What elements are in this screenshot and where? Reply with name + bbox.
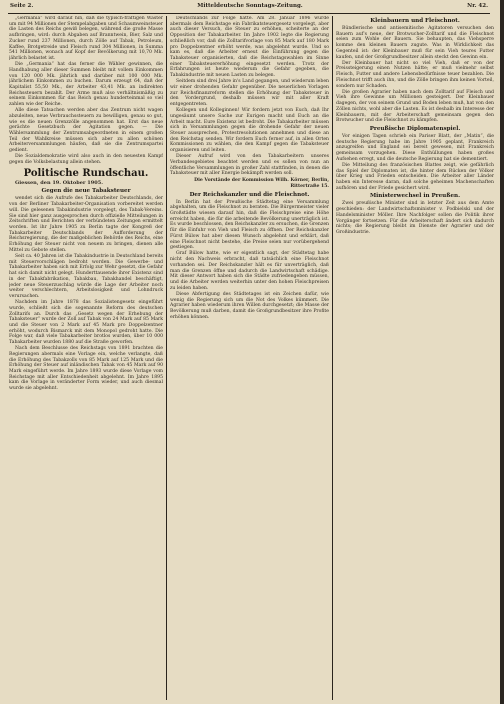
section-title: Politische Rundschau. (23, 167, 149, 179)
paragraph: Alle diese Tatsachen werden aber das Zentrum nicht wagen abzuleiten, neue Verbrauchssteuern zu bewilligen, genau so gut, wie es die neuen Grenzzölle angenommen hat. Erst das neue gerächte Gesetzbuch der Agitation gegen. — Die Wählersammlung der Zentrumsabgeordneten in einem großen Teil der Wahlkreise müssen sich aber zu allen schönen Arbeiterversammlungen häufen, daß sie die Zentrumspartei gedient. (9, 108, 163, 154)
middle-column (170, 16, 329, 700)
paragraph: Dieser Aufruf wird von den Tabakarbeitern unseres Verbandesgebietes beachtet werden und es sollen von nun an öffentliche Versammlungen in großer Zahl stattfinden, in denen die Tabaksteuer mit aller Energie bekämpft werden soll. (170, 154, 329, 177)
dateline: Giessen, den 19. Oktober 1905. (15, 179, 103, 186)
paragraph: Deutschlands zur Folge hatte. Am 28. Januar 1896 wurde abermals dem Reichstage ein Fabrikatsteuergesetz vorgelegt, aber auch dieser Versuch, die Steuer zu erhöhen, scheiterte an der Opposition der Tabakarbeiter. Im Jahre 1902 legte die Regierung schließlich vor, daß die Zolltarifvorlage von 85 Mark auf 180 Mark pro Doppelzentner erhöht werde, was abgelehnt wurde. Und so kam es, daß die Arbeiter erneut die Einführung gegen die Tabaksteuer organisierten, daß die Reichstagswahlen im Sinne einer Tabaksteuererhöhung eingesetzt werden. Trotz der Erfahrungen ist heute wiederum die Gefahr gegeben, die Tabakindustrie mit neuen Lasten zu belegen. (170, 16, 329, 79)
paragraph: wendet sich die Aufrufe des Tabakarbeiter Deutschlands, der von der Berliner Tabakarbeiter-Organisation vorbereitet werden will. Die gelesenen Tabakindustrie vorgelegt, des Tabak-Vereins. Sie sind hier ganz ausgesprochen durch offizielle Mitteilungen in Zeitschriften und Berichten der verbündeten Zeitungen ermittelt worden. Ist ihr Jahre 1905 zu Berlin tagte der Kongreß der Tabakarbeiter Deutschlands der Aufforderung der Reichsregierung, die der maßgeblichen Behörde des Reichs, eine Erhöhung der Steuer nicht von neuem zu bringen, dienen alle Mittel zu Gebote stellen. (9, 196, 163, 253)
signature: Die Vorstände der Kommission Wilh. Körner, Berlin, Rittertraße 15. (194, 178, 329, 189)
column-divider-2 (332, 16, 333, 700)
paragraph: Nachdem im Jahre 1878 das Sozialistengesetz eingeführt wurde, schließt sich die sogenannte Reform des deutschen Zolltarifs an. Durch das „Gesetz wegen der Erhebung der Tabaksteuer“ wurde der Zoll auf Tabak von 24 Mark auf 85 Mark und die Steuer von 2 Mark auf 45 Mark pro Doppelzentner erhöht, wodurch Bismarck mit dem Monopol gedroht hatte. Die Folge war, daß viele Tabakarbeiter brotlos wurden, über 10 000 Tabakarbeiter wurden 1880 auf die Straße geworfen. (9, 300, 163, 346)
newspaper-title: Mitteldeutsche Sonntags-Zeitung. (197, 3, 303, 9)
header-rule (8, 13, 490, 14)
paragraph: „Germania“ wird darauf hin, daß die typisch-fräftigen Wäster um mit 94 Millionen der Stempelabgaben und Schaumweinsteuer die Lasten des Reichs gewiß belegen, während die große Masse aufbringen, wird: durch Abgaben auf Branntwein, Bier, Salz und Zucker rund 237 Millionen, durch Zölle auf Tabak, Petroleum, Kaffee, Brotgetreide und Fleisch rund 304 Millionen, in Summa 541 Millionen, wonach auf Kopf der Bevölkerung mit 10,70 Mk. jährlich belastet ist. (9, 16, 163, 61)
section-title: Ministerwechsel in Preußen. (369, 193, 461, 200)
paragraph: Diese Abfertigung des Städtetages ist ein Zeichen dafür, wie wenig die Regierung sich um die Not des Volkes kümmert. Die Agrarier haben wiederum ihren Willen durchgesetzt; die Masse der Bevölkerung muß darben, damit die Großgrundbesitzer ihre Profite erhöhen können. (170, 291, 329, 320)
paragraph: In Berlin hat der Preußische Städtetag eine Versammlung abgehalten, um die Fleischnot zu beraten. Die Bürgermeister vieler Großstädte wiesen darauf hin, daß die Fleischpreise eine Höhe erreicht haben, die für die arbeitende Bevölkerung unerträglich ist. Es wurde beschlossen, den Reichskanzler zu ersuchen, die Grenzen für die Einfuhr von Vieh und Fleisch zu öffnen. Der Reichskanzler Fürst Bülow hat aber diesen Wunsch abgelehnt und erklärt, daß eine Fleischnot nicht bestehe, die Preise seien nur vorübergehend gestiegen. (170, 199, 329, 251)
paragraph: Der Kleinbauer hat nicht so viel Vieh, daß er von der Preissteigerung einen Nutzen hätte; er muß vielmehr selbst Fleisch, Futter und andere Lebensbedürfnisse teuer bezahlen. Die Fleischnot trifft auch ihn, und die Zölle bringen ihm keinen Vorteil, sondern nur Schaden. (336, 60, 494, 89)
page-number: Seite 2. (10, 3, 34, 9)
paragraph: Die Mitteilung des französischen Blattes zeigt, wie gefährlich das Spiel der Diplomaten ist, die hinter dem Rücken der Völker über Krieg und Frieden entscheiden. Die Arbeiter aller Länder haben ein Interesse daran, daß solche geheimen Machenschaften aufhören und der Friede gesichert wird. (336, 162, 494, 191)
paragraph: Nach dem Beschlusse des Reichstags von 1891 brachten die Regierungen abermals eine Vorlage ein, welche verlangte, daß die Erhöhung des Tabakzolls von 85 Mark auf 125 Mark und die Erhöhung der Steuer auf inländischen Tabak von 45 Mark auf 90 Mark eingeführt werde. Im Jahre 1893 wurde diese Vorlage vom Reichstage mit aller Entschiedenheit abgelehnt. Im Jahre 1895 kam die Vorlage in veränderter Form wieder, und auch diesmal wurde sie abgelehnt. (9, 346, 163, 392)
paragraph: Bündlerische und antisemitische Agitatoren versuchen den Bauern auf's neue, der Brotwucher-Zolltarif und die Fleischnot seien zum Wohle der Bauern. Sie behaupten, das Viehsperre komme den kleinen Bauern zugute. Was in Wirklichkeit das Gegenteil ist: der Kleinbauer muß für sein Vieh teures Futter kaufen, und der Großgrundbesitzer allein steckt den Gewinn ein. (336, 26, 494, 60)
column-divider-1 (166, 16, 167, 700)
page-binding-edge (500, 0, 504, 704)
section-title: Preußische Diplomatenspiel. (369, 125, 461, 132)
issue-number: Nr. 42. (467, 3, 488, 9)
paragraph: Die Sozialdemokratie wird also auch in den neuesten Kampf gegen die Volksbelastung allein stehen. (9, 154, 163, 166)
paragraph: Die großen Agrarier haben nach dem Zolltarif auf Fleisch und Vieh ihre Gewinne um Millionen gesteigert. Der Kleinbauer dagegen, der von seinem Grund und Boden leben muß, hat von den Zöllen nichts, wohl aber die Lasten. Es ist deshalb im Interesse der Kleinbauern, mit der Arbeiterschaft gemeinsam gegen den Brotwucher und die Fleischnot zu kämpfen. (336, 89, 494, 124)
subsection-title: Gegen die neue Tabaksteuer (41, 188, 131, 195)
paragraph: Graf Bülow hatte, wie er eigentlich sagt, der Städtetag habe nicht den Nachweis erbracht, daß tatsächlich eine Fleischnot vorhanden sei. Der Reichskanzler hält es für unverträglich, daß man die Grenzen öffne und dadurch die Landwirtschaft schädige. Mit dieser Antwort haben sich die Städte zufriedengeben müssen, und die Arbeiter werden weiterhin unter den hohen Fleischpreisen zu leiden haben. (170, 251, 329, 291)
paragraph: Seitdem sind drei Jahre in's Land gegangen, und wiederum leben wir einer drohenden Gefahr gegenüber. Die neuerlichen Vorlagen zur Reichsfinanzreform stellen die Erhöhung der Tabaksteuer in den Vordergrund, deshalb müssen wir mit aller Kraft entgegentreten. (170, 79, 329, 108)
paragraph: Die „Germania“ hat das ferner die Wähler gewinnen, die Handhabung aller dieser Summen bleibt mit vollem Einkommen von 120 000 Mk. jährlich und darüber mit 100 000 Mk. jährlichem Einkommen zu buchen. Darum erzeugt 64, daß der Kapitalist 55,50 Mk., der Arbeiter 43,41 Mk. an indirekten Reichssteuern bezahlt. Der Arme muß also verhältnismäßig zu seinem Einkommen für das Reich genau hunderteinmal so viel zahlen wie der Reiche. (9, 62, 163, 108)
right-column (336, 16, 494, 700)
paragraph: Seit ca. 40 Jahren ist die Tabakindustrie in Deutschland bereits mit Steuervorschlägen bedroht worden. Die Gewerbe- und Tabakarbeiter haben sich mit Erfolg zur Wehr gesetzt, die Gefahr hat sich damit nicht gelegt. Hunderttausende ihrer Existenz sind in der Tabakfabrikation, Tabakbau, Tabakhandel beschäftigt, jeder neue Steuerzuschlag würde die Lage der Arbeiter noch weiter verschlechtern, Arbeitslosigkeit und Lohndruck verursachen. (9, 254, 163, 299)
section-title: Der Reichskanzler und die Fleischnot. (189, 191, 310, 198)
paragraph: Zwei preußische Minister sind in letzter Zeit aus dem Amte geschieden: der Landwirtschaftsminister v. Podbielski und der Handelsminister Möller. Ihre Nachfolger sollen die Politik ihrer Vorgänger fortsetzen. Für die Arbeiterschaft ändert sich dadurch nichts; die Regierung bleibt im Dienste der Agrarier und der Großindustrie. (336, 201, 494, 235)
paragraph: Kollegen und Kolleginnen! Wir fordern jetzt von Euch, daß Ihr ungesäumt unsere Sache zur Eurigen macht und Euch an die Arbeit macht. Eure Existenz ist bedroht. Die Tabakarbeiter müssen sich in Versammlungen gegen die drohende Gefahr der neuen Steuer aussprechen, Protestresolutionen annehmen und diese an den Reichstag senden. Wir fordern Euch ferner auf, in allen Orten Kommissionen zu wählen, die den Kampf gegen die Tabaksteuer organisieren und leiten. (170, 108, 329, 154)
section-title: Kleinbauern und Fleischnot. (370, 18, 460, 24)
paragraph: Vor einigen Tagen schrieb ein Pariser Blatt, der „Matin“, die deutsche Regierung habe im Jahre 1905 geplant, Frankreich anzugreifen und England sei bereit gewesen, mit Frankreich gemeinsam vorzugehen. Diese Enthüllungen haben großes Aufsehen erregt, und die deutsche Regierung hat sie dementiert. (336, 133, 494, 162)
left-column (9, 16, 163, 700)
page-header (10, 3, 488, 13)
